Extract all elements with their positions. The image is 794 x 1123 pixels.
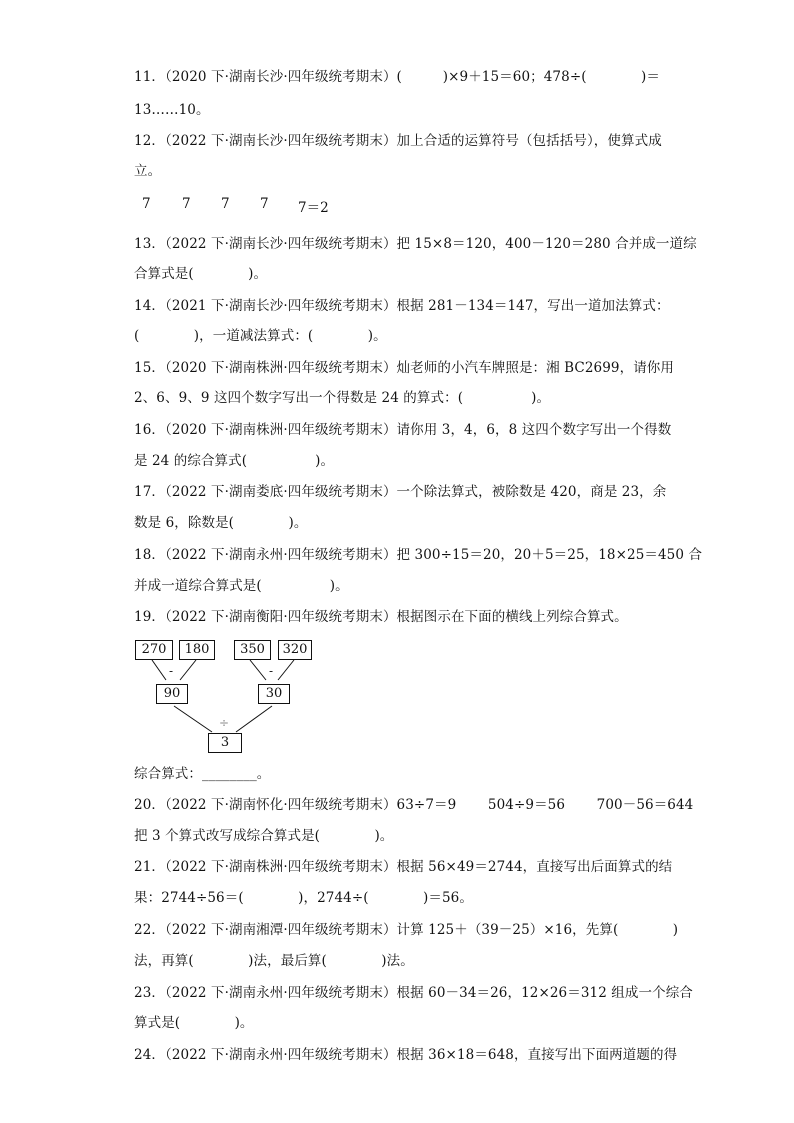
q13-line-1: 13．（2022 下·湖南长沙·四年级统考期末）把 15×8＝120，400－120＝280 合并成一道综 bbox=[134, 236, 697, 252]
seven-4: 7 bbox=[260, 196, 269, 212]
tree-box-90: 90 bbox=[156, 684, 188, 704]
seven-5: 7＝2 bbox=[298, 200, 329, 216]
q18-line-1: 18．（2022 下·湖南永州·四年级统考期末）把 300÷15＝20，20＋5＝25，18×25＝450 合 bbox=[134, 547, 703, 563]
tree-op-left: - bbox=[169, 664, 174, 678]
tree-op-bottom: ÷ bbox=[219, 716, 230, 730]
q11-line-1: 11．（2020 下·湖南长沙·四年级统考期末）( )×9＋15＝60；478÷( )＝ bbox=[134, 69, 660, 85]
tree-box-180: 180 bbox=[179, 640, 215, 660]
seven-3: 7 bbox=[221, 196, 230, 212]
q14-line-1: 14．（2021 下·湖南长沙·四年级统考期末）根据 281－134＝147，写出一道加法算式： bbox=[134, 298, 670, 314]
q12-line-1: 12．（2022 下·湖南长沙·四年级统考期末）加上合适的运算符号（包括括号），使算式成 bbox=[134, 133, 662, 149]
tree-box-30: 30 bbox=[258, 684, 290, 704]
q22-line-1: 22．（2022 下·湖南湘潭·四年级统考期末）计算 125＋（39－25）×16，先算( ) bbox=[134, 922, 679, 938]
q14-line-2: ( )，一道减法算式：( )。 bbox=[134, 328, 387, 344]
q24-line-1: 24．（2022 下·湖南永州·四年级统考期末）根据 36×18＝648，直接写出下面两道题的得 bbox=[134, 1047, 678, 1063]
q16-line-1: 16．（2020 下·湖南株洲·四年级统考期末）请你用 3，4，6，8 这四个数字写出一个得数 bbox=[134, 422, 672, 438]
q15-line-1: 15．（2020 下·湖南株洲·四年级统考期末）灿老师的小汽车牌照是：湘 BC2699，请你用 bbox=[134, 360, 675, 376]
q19-line-1: 19．（2022 下·湖南衡阳·四年级统考期末）根据图示在下面的横线上列综合算式。 bbox=[134, 609, 628, 625]
calculation-tree-diagram bbox=[130, 634, 330, 758]
q23-line-2: 算式是( )。 bbox=[134, 1015, 254, 1031]
q21-line-1: 21．（2022 下·湖南株洲·四年级统考期末）根据 56×49＝2744，直接写出后面算式的结 bbox=[134, 859, 673, 875]
q20-line-2: 把 3 个算式改写成综合算式是( )。 bbox=[134, 828, 394, 844]
tree-box-270: 270 bbox=[135, 640, 173, 660]
q21-line-2: 果：2744÷56＝( )，2744÷( )＝56。 bbox=[134, 890, 473, 906]
tree-op-right: - bbox=[269, 664, 274, 678]
q12-line-2: 立。 bbox=[134, 163, 162, 179]
q22-line-2: 法，再算( )法，最后算( )法。 bbox=[134, 953, 414, 969]
q16-line-2: 是 24 的综合算式( )。 bbox=[134, 453, 335, 469]
q19-answer-line: 综合算式：________。 bbox=[134, 766, 271, 782]
q15-line-2: 2、6、9、9 这四个数字写出一个得数是 24 的算式：( )。 bbox=[134, 390, 551, 406]
q20-line-1: 20．（2022 下·湖南怀化·四年级统考期末）63÷7＝9 504÷9＝56 700－56＝644 bbox=[134, 797, 694, 813]
q17-line-2: 数是 6，除数是( )。 bbox=[134, 515, 308, 531]
q18-line-2: 并成一道综合算式是( )。 bbox=[134, 578, 349, 594]
q11-line-2: 13……10。 bbox=[134, 102, 210, 118]
seven-2: 7 bbox=[182, 196, 191, 212]
q17-line-1: 17．（2022 下·湖南娄底·四年级统考期末）一个除法算式，被除数是 420，商是 23，余 bbox=[134, 484, 667, 500]
tree-box-350: 350 bbox=[234, 640, 271, 660]
q23-line-1: 23．（2022 下·湖南永州·四年级统考期末）根据 60－34＝26，12×26＝312 组成一个综合 bbox=[134, 985, 693, 1001]
tree-box-3: 3 bbox=[208, 733, 242, 753]
tree-box-320: 320 bbox=[278, 640, 312, 660]
q13-line-2: 合算式是( )。 bbox=[134, 266, 268, 282]
seven-1: 7 bbox=[142, 196, 151, 212]
